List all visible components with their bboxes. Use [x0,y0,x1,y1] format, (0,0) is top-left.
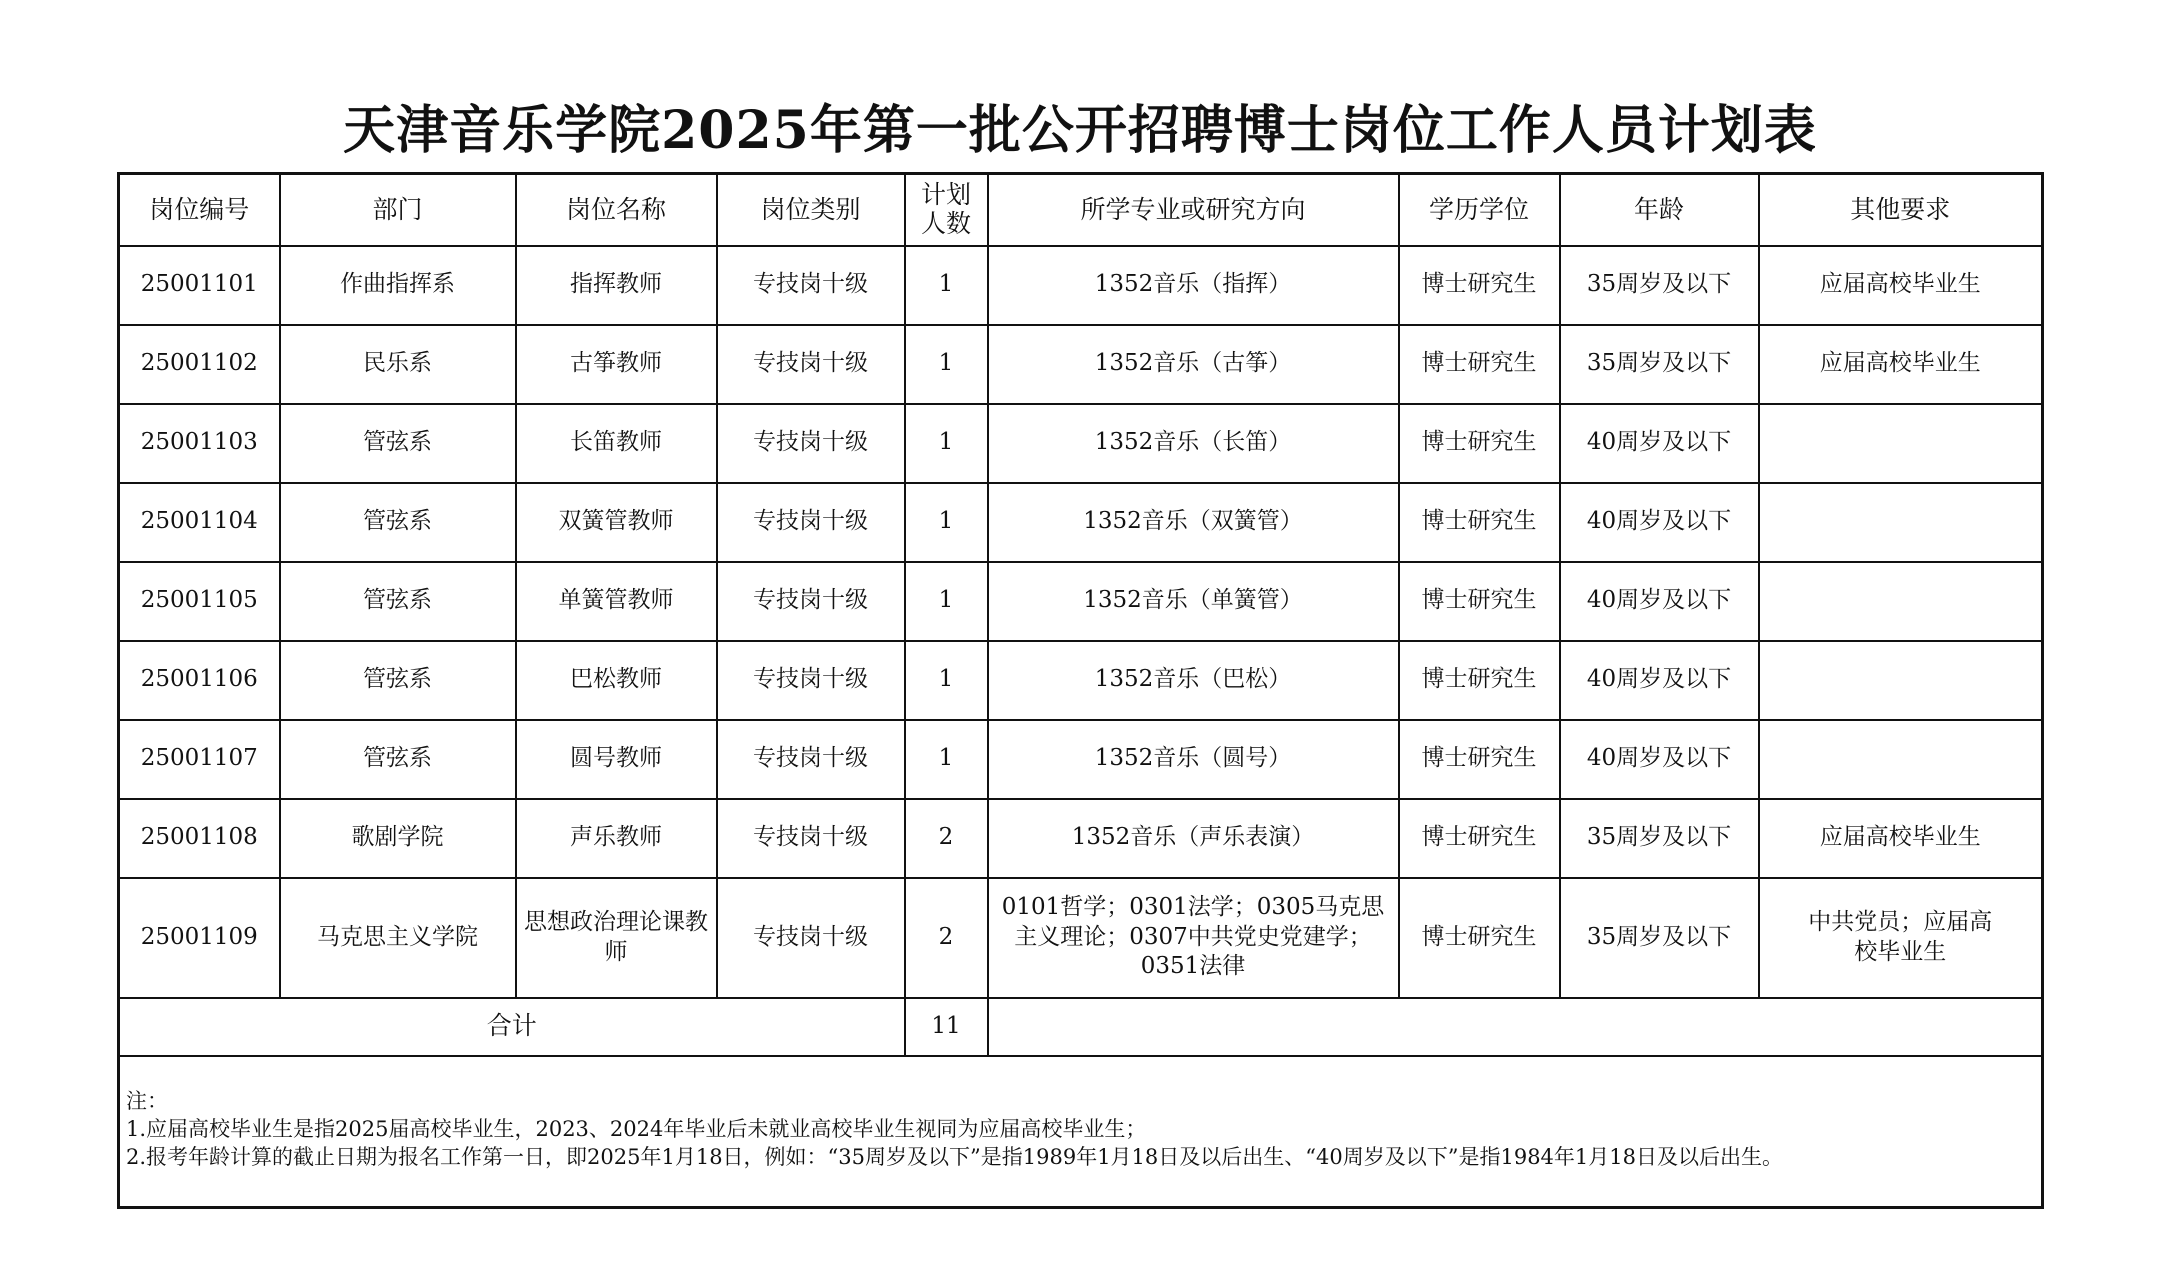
cell-degree: 博士研究生 [1399,799,1560,878]
table-row [119,641,2043,720]
cell-dept: 作曲指挥系 [280,246,516,325]
table-row [119,720,2043,799]
cell-position: 声乐教师 [516,799,717,878]
cell-position: 巴松教师 [516,641,717,720]
total-empty [988,998,2043,1056]
table-row [119,878,2043,998]
cell-code: 25001101 [119,246,280,325]
cell-other: 应届高校毕业生 [1759,799,2043,878]
table-header-row [119,174,2043,246]
cell-dept: 民乐系 [280,325,516,404]
cell-position: 指挥教师 [516,246,717,325]
cell-degree: 博士研究生 [1399,483,1560,562]
page-title: 天津音乐学院2025年第一批公开招聘博士岗位工作人员计划表 [343,100,1817,161]
note-1: 1.应届高校毕业生是指2025届高校毕业生，2023、2024年毕业后未就业高校毕业生视同为应届高校毕业生； [126,1116,1147,1141]
header-degree: 学历学位 [1399,174,1560,246]
cell-code: 25001107 [119,720,280,799]
notes-heading: 注： [126,1088,168,1113]
cell-position: 圆号教师 [516,720,717,799]
header-age: 年龄 [1560,174,1759,246]
cell-other: 应届高校毕业生 [1759,325,2043,404]
cell-other: 应届高校毕业生 [1759,246,2043,325]
cell-major: 1352音乐（单簧管） [988,562,1399,641]
cell-major: 1352音乐（声乐表演） [988,799,1399,878]
cell-other: 中共党员；应届高校毕业生 [1759,878,2043,998]
cell-major: 1352音乐（指挥） [988,246,1399,325]
cell-position: 古筝教师 [516,325,717,404]
cell-count: 1 [905,483,988,562]
cell-age: 40周岁及以下 [1560,483,1759,562]
cell-age: 40周岁及以下 [1560,641,1759,720]
cell-count: 2 [905,878,988,998]
cell-age: 35周岁及以下 [1560,325,1759,404]
cell-category: 专技岗十级 [717,246,905,325]
cell-category: 专技岗十级 [717,404,905,483]
table-row [119,562,2043,641]
cell-degree: 博士研究生 [1399,641,1560,720]
cell-major: 1352音乐（双簧管） [988,483,1399,562]
cell-other [1759,562,2043,641]
table-row [119,799,2043,878]
cell-other [1759,720,2043,799]
cell-count: 1 [905,325,988,404]
cell-age: 35周岁及以下 [1560,878,1759,998]
cell-category: 专技岗十级 [717,641,905,720]
cell-code: 25001105 [119,562,280,641]
cell-code: 25001104 [119,483,280,562]
total-label: 合计 [119,998,905,1056]
cell-major: 1352音乐（圆号） [988,720,1399,799]
cell-age: 40周岁及以下 [1560,404,1759,483]
header-position: 岗位名称 [516,174,717,246]
cell-degree: 博士研究生 [1399,246,1560,325]
table-row [119,246,2043,325]
cell-major: 0101哲学；0301法学；0305马克思主义理论；0307中共党史党建学；0351法律 [988,878,1399,998]
cell-count: 2 [905,799,988,878]
cell-degree: 博士研究生 [1399,720,1560,799]
cell-other [1759,641,2043,720]
table-row [119,483,2043,562]
cell-count: 1 [905,641,988,720]
cell-dept: 管弦系 [280,562,516,641]
cell-category: 专技岗十级 [717,878,905,998]
cell-age: 35周岁及以下 [1560,246,1759,325]
cell-age: 35周岁及以下 [1560,799,1759,878]
cell-code: 25001106 [119,641,280,720]
note-2: 2.报考年龄计算的截止日期为报名工作第一日，即2025年1月18日，例如：“35周岁及以下”是指1989年1月18日及以后出生、“40周岁及以下”是指1984年1月18日及以后出生。 [126,1145,1783,1170]
cell-count: 1 [905,720,988,799]
cell-other [1759,404,2043,483]
cell-position: 思想政治理论课教师 [516,878,717,998]
cell-degree: 博士研究生 [1399,562,1560,641]
cell-code: 25001108 [119,799,280,878]
cell-category: 专技岗十级 [717,325,905,404]
cell-code: 25001103 [119,404,280,483]
cell-major: 1352音乐（巴松） [988,641,1399,720]
notes-cell [119,1056,2043,1208]
table-row [119,404,2043,483]
cell-count: 1 [905,404,988,483]
total-count: 11 [905,998,988,1056]
recruitment-plan-table [117,172,2044,1209]
cell-dept: 管弦系 [280,483,516,562]
cell-count: 1 [905,246,988,325]
cell-category: 专技岗十级 [717,720,905,799]
cell-category: 专技岗十级 [717,483,905,562]
cell-major: 1352音乐（古筝） [988,325,1399,404]
cell-degree: 博士研究生 [1399,325,1560,404]
cell-age: 40周岁及以下 [1560,720,1759,799]
header-major: 所学专业或研究方向 [988,174,1399,246]
cell-dept: 管弦系 [280,641,516,720]
cell-major: 1352音乐（长笛） [988,404,1399,483]
cell-category: 专技岗十级 [717,562,905,641]
cell-code: 25001109 [119,878,280,998]
notes-row [119,1056,2043,1208]
header-category: 岗位类别 [717,174,905,246]
header-count: 计划人数 [905,174,988,246]
header-dept: 部门 [280,174,516,246]
total-row [119,998,2043,1056]
cell-dept: 歌剧学院 [280,799,516,878]
cell-dept: 马克思主义学院 [280,878,516,998]
cell-position: 单簧管教师 [516,562,717,641]
cell-position: 长笛教师 [516,404,717,483]
header-code: 岗位编号 [119,174,280,246]
cell-count: 1 [905,562,988,641]
table-row [119,325,2043,404]
cell-degree: 博士研究生 [1399,878,1560,998]
cell-position: 双簧管教师 [516,483,717,562]
cell-dept: 管弦系 [280,720,516,799]
cell-dept: 管弦系 [280,404,516,483]
cell-code: 25001102 [119,325,280,404]
cell-other [1759,483,2043,562]
header-other: 其他要求 [1759,174,2043,246]
cell-degree: 博士研究生 [1399,404,1560,483]
cell-category: 专技岗十级 [717,799,905,878]
cell-age: 40周岁及以下 [1560,562,1759,641]
